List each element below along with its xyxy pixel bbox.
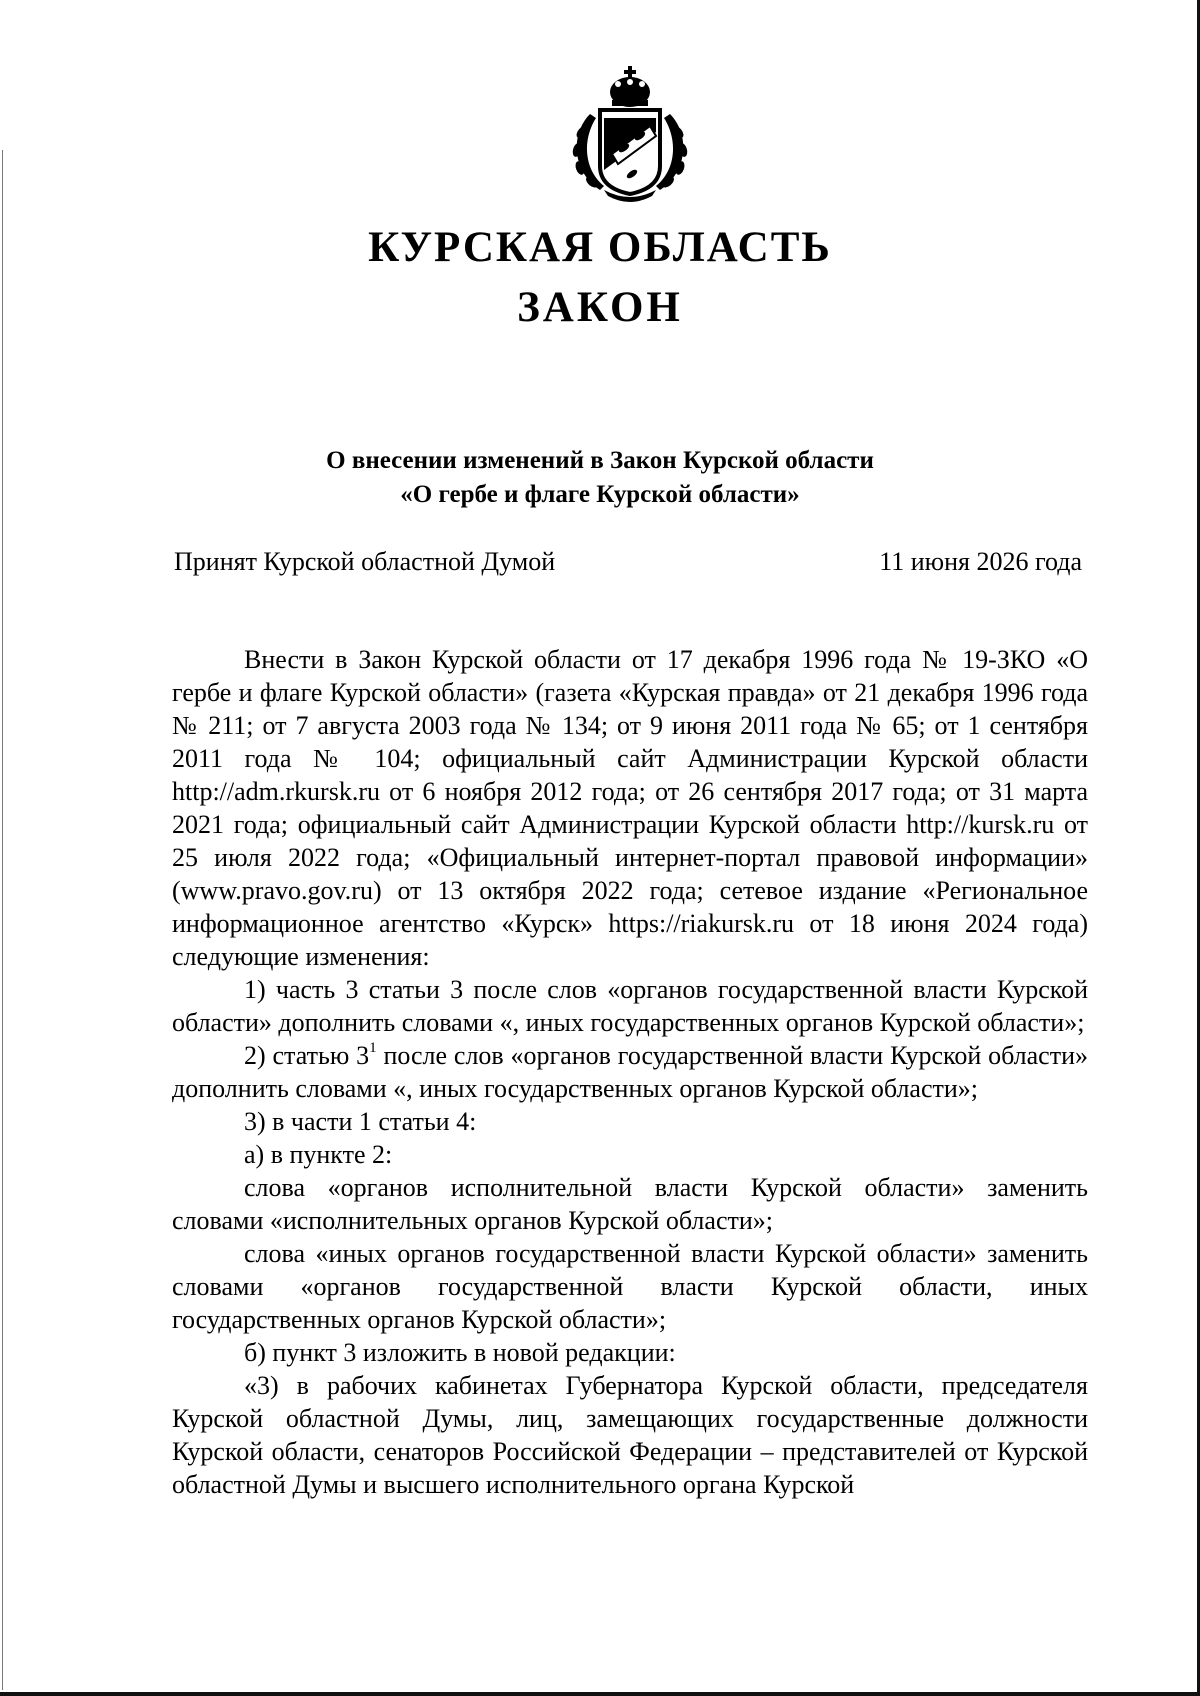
law-body: [172, 643, 1088, 1501]
item-3b-paragraph: б) пункт 3 изложить в новой редакции:: [244, 1338, 676, 1367]
item-3-paragraph: 3) в части 1 статьи 4:: [244, 1107, 477, 1136]
kursk-coat-of-arms-icon: [560, 62, 700, 204]
adopted-by: Принят Курской областной Думой: [174, 547, 556, 576]
document-type-title: ЗАКОН: [517, 284, 683, 331]
law-subject-line-2: «О гербе и флаге Курской области»: [400, 481, 800, 508]
item-2-paragraph: [172, 1039, 1088, 1105]
region-title: КУРСКАЯ ОБЛАСТЬ: [368, 224, 832, 271]
item-3a-paragraph: а) в пункте 2:: [244, 1140, 393, 1169]
article-superscript: 1: [369, 1040, 377, 1057]
item-2-start: 2) статью 3: [244, 1041, 370, 1070]
item-3a-change-1: слова «органов исполнительной власти Курской области» заменить словами «исполнительных органов Курской области»;: [172, 1173, 1088, 1235]
scan-edge: [2, 150, 3, 1690]
item-3b-new-text: «3) в рабочих кабинетах Губернатора Курской области, председателя Курской областной Думы, лиц, замещающих государственные должности Курской области, сенаторов Российской Федерации – представителей от Курской областной Думы и высшего исполнительного органа Курской: [172, 1371, 1088, 1499]
law-subject-line-1: О внесении изменений в Закон Курской области: [326, 447, 874, 474]
item-2-rest: после слов «органов государственной власти Курской области» дополнить словами «, иных государственных органов Курской области»;: [172, 1041, 1088, 1103]
item-3a-change-2: слова «иных органов государственной власти Курской области» заменить словами «органов государственной власти Курской области, иных государственных органов Курской области»;: [172, 1239, 1088, 1334]
item-1-paragraph: 1) часть 3 статьи 3 после слов «органов государственной власти Курской области» дополнить словами «, иных государственных органов Курской области»;: [172, 975, 1088, 1037]
intro-paragraph: Внести в Закон Курской области от 17 декабря 1996 года № 19-ЗКО «О гербе и флаге Курской области» (газета «Курская правда» от 21 декабря 1996 года № 211; от 7 августа 2003 года № 134; от 9 июня 2011 года № 65; от 1 сентября 2011 года № 104; официальный сайт Администрации Курской области http://adm.rkursk.ru от 6 ноября 2012 года; от 26 сентября 2017 года; от 31 марта 2021 года; официальный сайт Администрации Курской области http://kursk.ru от 25 июля 2022 года; «Официальный интернет-портал правовой информации» (www.pravo.gov.ru) от 13 октября 2022 года; сетевое издание «Региональное информационное агентство «Курск» https://riakursk.ru от 18 июня 2024 года) следующие изменения:: [172, 645, 1088, 971]
scan-edge: [0, 1692, 1200, 1696]
adoption-date: 11 июня 2026 года: [879, 547, 1082, 576]
